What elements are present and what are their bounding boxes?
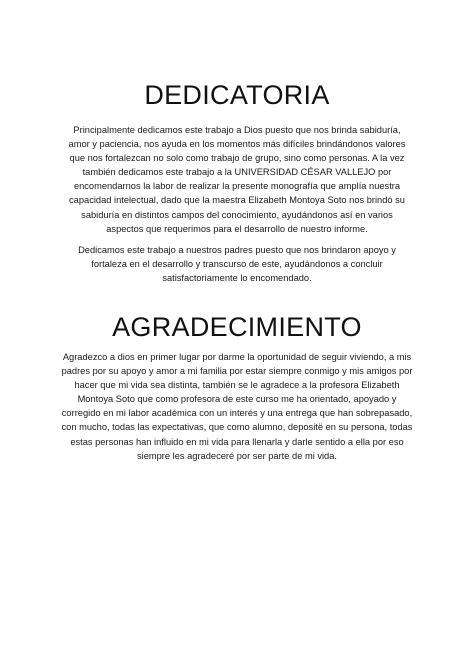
dedicatoria-paragraph-1: Principalmente dedicamos este trabajo a Dios puesto que nos brinda sabiduría, amor y paciencia, nos ayuda en los momentos más difíciles brindándonos valores que nos fortalezcan no solo como trabajo de grupo, sino como personas. A la vez también dedicamos este trabajo a la UNIVERSIDAD CÉSAR VALLEJO por encomendarnos la labor de realizar la presente monografía que amplía nuestra capacidad intelectual, dado que la maestra Elizabeth Montoya Soto nos brindó su sabiduría en distintos campos del conocimiento, ayudándonos así en varios aspectos que requerimos para el desarrollo de nuestro informe. — [68, 125, 406, 234]
agradecimiento-paragraph-1: Agradezco a dios en primer lugar por darme la oportunidad de seguir viviendo, a mis padres por su apoyo y amor a mi familia por estar siempre conmigo y mis amigos por hacer que mi vida sea distinta, también se le agradece a la profesora Elizabeth Montoya Soto que como profesora de este curso me ha orientado, apoyado y corregido en mi labor académica con un interés y una entrega que han sobrepasado, con mucho, todas las expectativas, que como alumno, depositë en su persona, todas estas personas han influido en mi vida para llenarla y darle sentido a ella por eso siempre les agradeceré por ser parte de mi vida. — [61, 352, 413, 461]
dedicatoria-paragraph-2: Dedicamos este trabajo a nuestros padres puesto que nos brindaron apoyo y fortaleza en el desarrollo y transcurso de este, ayudándonos a concluir satisfactoriamente lo encomendado. — [78, 245, 396, 284]
agradecimiento-title: AGRADECIMIENTO — [112, 312, 362, 342]
dedicatoria-title: DEDICATORIA — [144, 80, 330, 110]
